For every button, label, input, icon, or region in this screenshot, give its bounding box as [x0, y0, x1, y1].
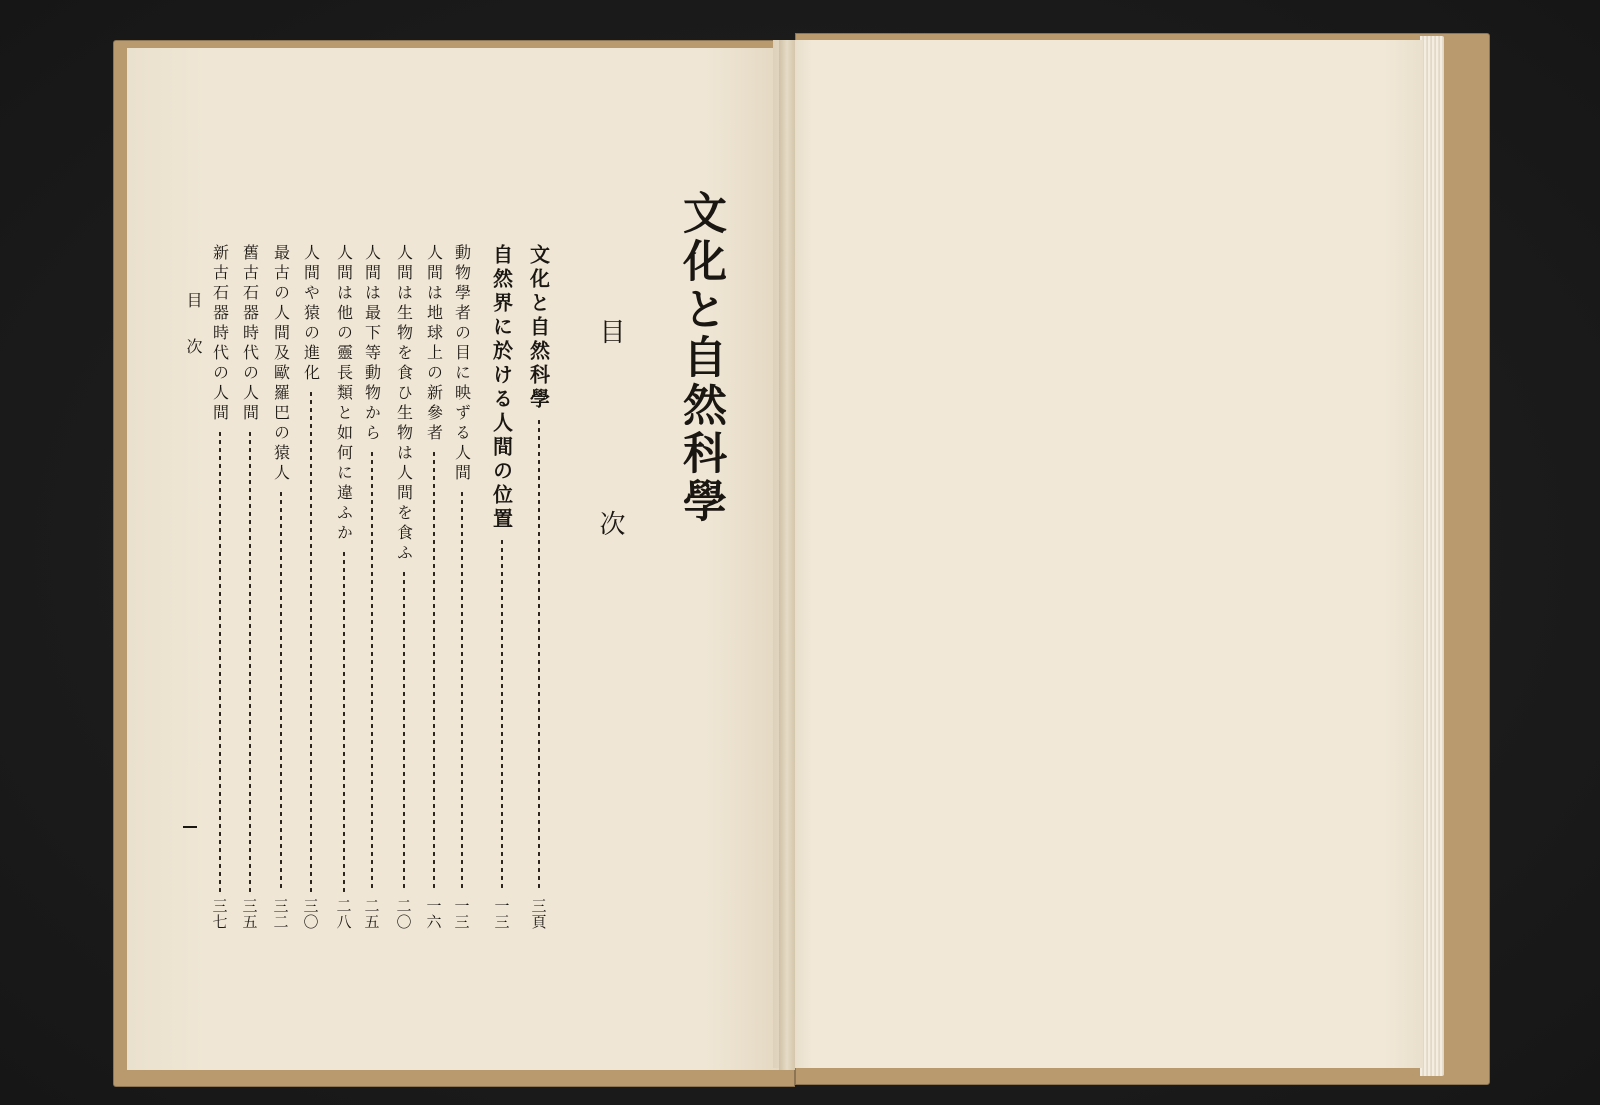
dot-leader [343, 550, 345, 892]
toc-entry-title: 人間や猿の進化 [301, 244, 321, 384]
toc-entry [297, 244, 325, 930]
dot-leader [249, 430, 251, 892]
toc-entry [206, 244, 234, 930]
toc-entry [525, 244, 553, 930]
toc-entry-page: 三五 [240, 898, 259, 930]
toc-entry-page: 三頁 [529, 898, 548, 930]
page-edges [1420, 36, 1444, 1076]
book-title: 文化と自然科學 [675, 190, 726, 526]
dot-leader [280, 490, 282, 892]
book-gutter [779, 40, 795, 1070]
toc-entry-page: 一六 [424, 898, 443, 930]
dot-leader [461, 490, 463, 892]
toc-entry-page: 三二 [271, 898, 290, 930]
toc-entry [448, 244, 476, 930]
toc-entry-title: 人間は生物を食ひ生物は人間を食ふ [394, 244, 414, 564]
toc-entry-title: 文化と自然科學 [526, 244, 551, 412]
toc-entry [420, 244, 448, 930]
toc-entry-page: 二〇 [394, 898, 413, 930]
toc-entry-page: 一三 [452, 898, 471, 930]
toc-entry-title: 人間は最下等動物から [362, 244, 382, 444]
running-head: 目次 [184, 292, 203, 384]
right-page [773, 40, 1423, 1068]
page-folio [183, 826, 197, 828]
toc-entry [330, 244, 358, 930]
toc-entry-page: 三〇 [301, 898, 320, 930]
toc-entry-page: 二八 [334, 898, 353, 930]
toc-entry-title: 動物學者の目に映ずる人間 [452, 244, 472, 484]
dot-leader [371, 450, 373, 892]
toc-heading: 目 次 [595, 318, 625, 606]
toc-entry [236, 244, 264, 930]
toc-entry-page: 二五 [362, 898, 381, 930]
toc-entry-title: 自然界に於ける人間の位置 [489, 244, 514, 532]
dot-leader [501, 538, 503, 892]
toc-entry [358, 244, 386, 930]
toc-entry-title: 舊古石器時代の人間 [240, 244, 260, 424]
toc-entry [390, 244, 418, 930]
toc-entry-page: 三七 [210, 898, 229, 930]
toc-entry-title: 人間は他の靈長類と如何に違ふか [334, 244, 354, 544]
dot-leader [403, 570, 405, 892]
toc-entry [267, 244, 295, 930]
toc-entry-title: 最古の人間及歐羅巴の猿人 [271, 244, 291, 484]
dot-leader [310, 390, 312, 892]
toc-entry-page: 一三 [492, 898, 511, 930]
dot-leader [538, 418, 540, 892]
dot-leader [219, 430, 221, 892]
toc-entry-title: 人間は地球上の新參者 [424, 244, 444, 444]
toc-entry [488, 244, 516, 930]
dot-leader [433, 450, 435, 892]
toc-entry-title: 新古石器時代の人間 [210, 244, 230, 424]
